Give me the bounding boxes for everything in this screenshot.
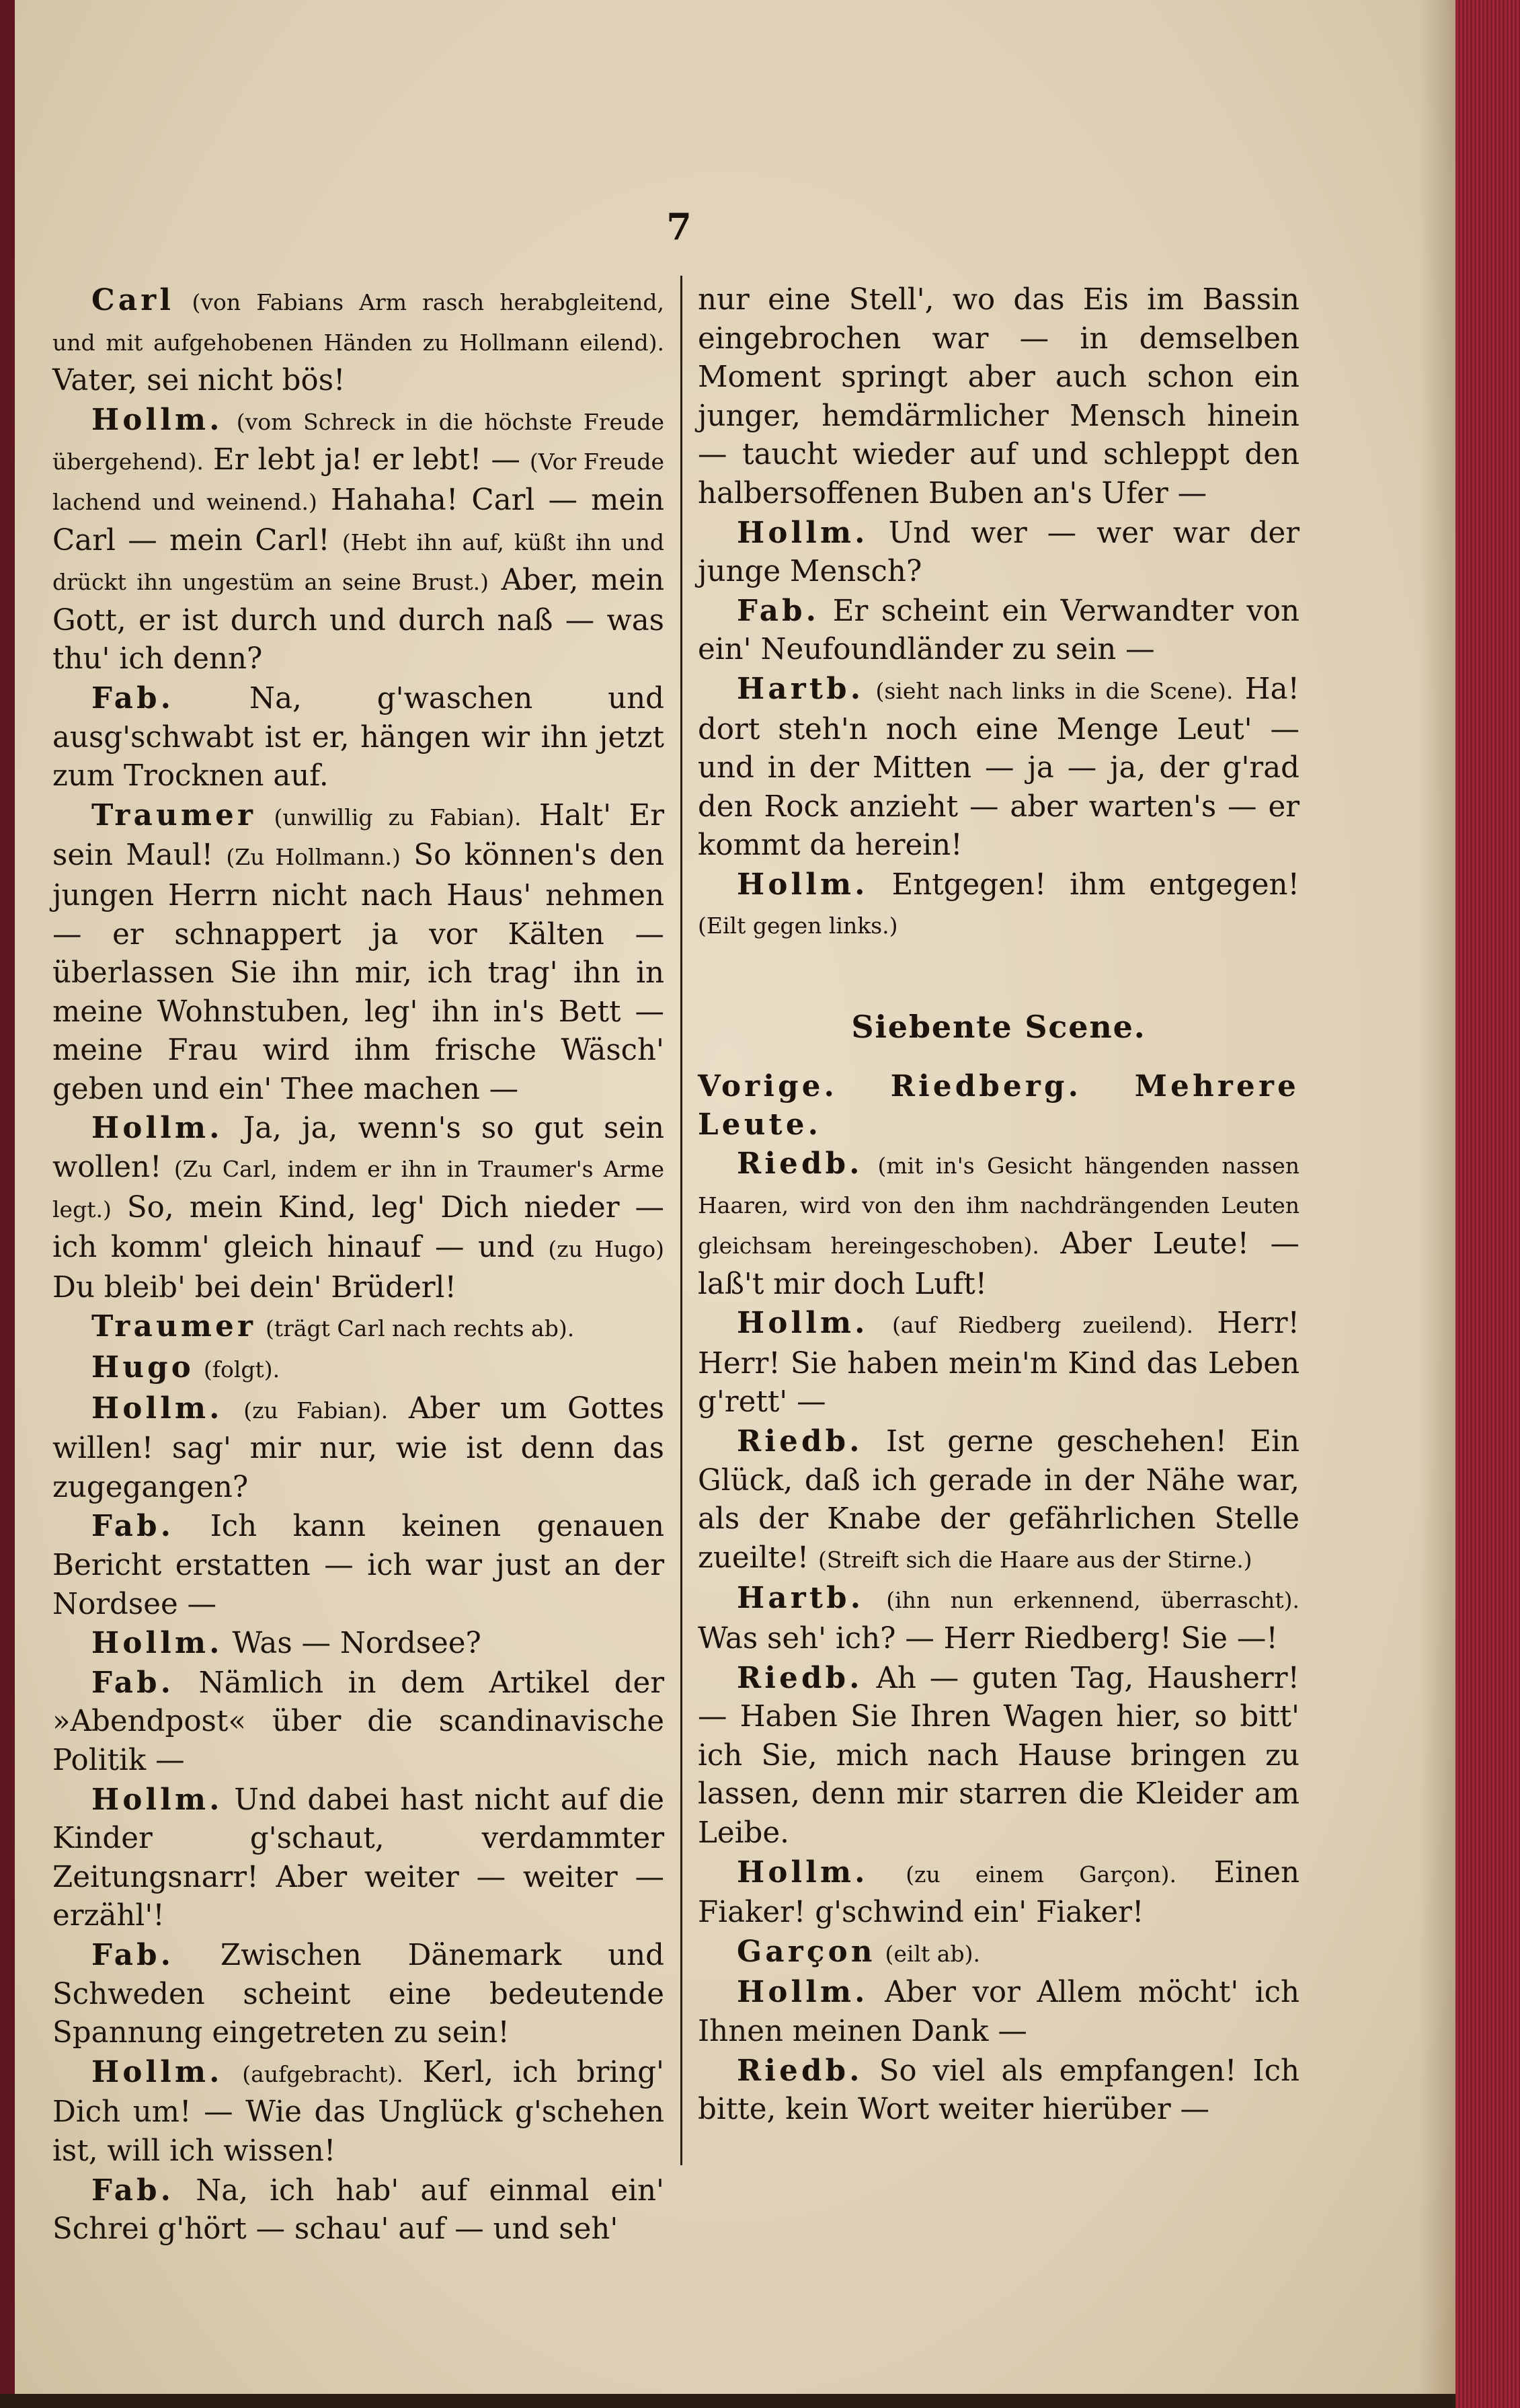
- speaker-name: Hugo: [91, 1350, 195, 1385]
- speaker-name: Traumer: [91, 798, 257, 832]
- speech-paragraph: [52, 1348, 664, 1389]
- spoken-text: Und dabei hast nicht auf die Kinder g'schaut, verdammter Zeitungsnarr! Aber weiter — weiter — erzähl'!: [52, 1783, 664, 1933]
- speaker-name: Hollm.: [737, 1306, 869, 1341]
- speech-paragraph: [52, 796, 664, 1110]
- speech-paragraph: [52, 1664, 664, 1781]
- left-page-edge: [0, 0, 15, 2394]
- speech-paragraph: [52, 1936, 664, 2053]
- speaker-name: Riedb.: [737, 1660, 863, 1695]
- speaker-name: Fab.: [91, 2173, 175, 2208]
- page-number: 7: [666, 205, 692, 248]
- continued-speech: [698, 281, 1299, 514]
- speech-paragraph: [698, 592, 1299, 670]
- speech-paragraph: [698, 670, 1299, 865]
- speech-paragraph: [698, 1973, 1299, 2051]
- spoken-text: Zwischen Dänemark und Schweden scheint eine bedeutende Spannung eingetreten zu sein!: [52, 1938, 664, 2050]
- speech-paragraph: [52, 2053, 664, 2171]
- spoken-text: Entgegen! ihm entgegen!: [891, 867, 1300, 902]
- speech-paragraph: [698, 1422, 1299, 1579]
- speaker-name: Fab.: [91, 1665, 175, 1700]
- spoken-text: Aber Leute! — laß't mir doch Luft!: [698, 1227, 1299, 1301]
- spoken-text: Herr! Herr! Sie haben mein'm Kind das Leben g'rett' —: [698, 1307, 1300, 1420]
- speaker-name: Hollm.: [737, 1975, 869, 2010]
- spoken-text: Er lebt ja! er lebt! —: [212, 443, 520, 477]
- spoken-text: Aber vor Allem möcht' ich Ihnen meinen Dank —: [698, 1976, 1300, 2048]
- speaker-name: Hollm.: [737, 1855, 869, 1890]
- stage-direction: (Eilt gegen links.): [698, 912, 898, 939]
- speaker-name: Hollm.: [91, 1391, 223, 1426]
- right-column: [698, 281, 1299, 2130]
- spoken-text: Er scheint ein Verwandter von ein' Neufoundländer zu sein —: [698, 594, 1300, 667]
- spoken-text: Na, ich hab' auf einmal ein' Schrei g'hört — schau' auf — und seh': [52, 2173, 665, 2247]
- stage-direction: (trägt Carl nach rechts ab).: [265, 1315, 575, 1342]
- speech-paragraph: [52, 679, 664, 796]
- speaker-name: Traumer: [91, 1309, 257, 1344]
- book-edge-right: [1455, 0, 1520, 2408]
- left-column: [52, 281, 664, 2249]
- spoken-text: nur eine Stell', wo das Eis im Bassin eingebrochen war — in demselben Moment springt aber auch schon ein junger, hemdärmlicher Mensch hinein — taucht wieder auf und schleppt den halbersoffenen Buben an's Ufer —: [698, 283, 1299, 510]
- speaker-name: Hollm.: [91, 1782, 223, 1817]
- speaker-name: Hollm.: [737, 515, 869, 550]
- spoken-text: Ah — guten Tag, Hausherr! — Haben Sie Ihren Wagen hier, so bitt' ich Sie, mich nach Hause bringen zu lassen, denn mir starren die Kleider am Leibe.: [698, 1661, 1300, 1850]
- stage-direction: (aufgebracht).: [242, 2060, 403, 2087]
- speaker-name: Riedb.: [737, 2053, 863, 2088]
- stage-direction: (zu einem Garçon).: [906, 1861, 1177, 1888]
- speaker-name: Hollm.: [91, 2054, 223, 2089]
- stage-direction: (folgt).: [203, 1356, 280, 1383]
- stage-direction: (Hebt ihn auf, küßt ihn und drückt ihn ungestüm an seine Brust.): [52, 529, 665, 596]
- speaker-name: Riedb.: [737, 1424, 863, 1459]
- page-gutter-shadow: [1418, 0, 1455, 2394]
- spoken-text: Aber um Gottes willen! sag' mir nur, wie ist denn das zugegangen?: [52, 1391, 665, 1504]
- speech-paragraph: [52, 1389, 664, 1508]
- speaker-name: Carl: [91, 283, 175, 317]
- stage-direction: (mit in's Gesicht hängenden nassen Haaren, wird von den ihm nachdrängenden Leuten gleichsam hereingeschoben).: [698, 1152, 1299, 1259]
- stage-direction: (zu Hugo): [548, 1236, 664, 1263]
- stage-direction: (Vor Freude lachend und weinend.): [52, 449, 665, 515]
- scene-heading: Siebente Scene.: [851, 1009, 1146, 1046]
- speaker-name: Fab.: [91, 681, 175, 715]
- right-column-top: [698, 281, 1299, 945]
- spoken-text: Vater, sei nicht bös!: [52, 364, 346, 398]
- stage-direction: (auf Riedberg zueilend).: [891, 1312, 1193, 1339]
- stage-direction: (vom Schreck in die höchste Freude übergehend).: [52, 408, 664, 475]
- spoken-text: Ha! dort steh'n noch eine Menge Leut' — und in der Mitten — ja — ja, der g'rad den Rock anzieht — aber warten's — er kommt da herein!: [698, 672, 1300, 863]
- speech-paragraph: [52, 401, 664, 679]
- speech-paragraph: [52, 1507, 664, 1624]
- speech-paragraph: [698, 1579, 1299, 1658]
- speech-paragraph: [52, 1624, 664, 1664]
- spoken-text: So können's den jungen Herrn nicht nach Haus' nehmen — er schnappert ja vor Kälten — überlassen Sie ihn mir, ich trag' ihn in meine Wohnstuben, leg' ihn in's Bett — meine Frau wird ihm frische Wäsch' geben und ein' Thee machen —: [52, 839, 665, 1106]
- spoken-text: Was seh' ich? — Herr Riedberg! Sie —!: [698, 1622, 1278, 1656]
- stage-direction: (unwillig zu Fabian).: [274, 804, 522, 830]
- stage-direction: (von Fabians Arm rasch herabgleitend, und mit aufgehobenen Händen zu Hollmann eilend).: [52, 289, 665, 356]
- stage-direction: (sieht nach links in die Scene).: [875, 677, 1234, 704]
- speaker-name: Fab.: [91, 1509, 175, 1544]
- spoken-text: Du bleib' bei dein' Brüderl!: [52, 1270, 456, 1305]
- speech-paragraph: [698, 1304, 1299, 1422]
- speaker-name: Hartb.: [737, 1581, 865, 1616]
- speech-paragraph: [698, 1144, 1299, 1304]
- speaker-name: Fab.: [91, 1937, 175, 1972]
- spoken-text: Und wer — wer war der junge Mensch?: [698, 516, 1299, 589]
- spoken-text: Na, g'waschen und ausg'schwabt ist er, hängen wir ihn jetzt zum Trocknen auf.: [52, 681, 664, 793]
- spoken-text: Nämlich in dem Artikel der »Abendpost« über die scandinavische Politik —: [52, 1666, 664, 1777]
- speech-paragraph: [698, 1659, 1299, 1853]
- speaker-name: Fab.: [737, 593, 820, 628]
- spoken-text: Ich kann keinen genauen Bericht erstatten — ich war just an der Nordsee —: [52, 1510, 664, 1621]
- stage-direction: (zu Fabian).: [243, 1397, 389, 1424]
- right-column-bottom: [698, 1144, 1299, 2130]
- spoken-text: Kerl, ich bring' Dich um! — Wie das Unglück g'schehen ist, will ich wissen!: [52, 2055, 665, 2168]
- speaker-name: Hollm.: [737, 867, 869, 902]
- stage-direction: (Zu Hollmann.): [226, 844, 401, 871]
- stage-direction: (Streift sich die Haare aus der Stirne.): [818, 1546, 1252, 1573]
- spoken-text: Ist gerne geschehen! Ein Glück, daß ich gerade in der Nähe war, als der Knabe der gefährlichen Stelle zueilte!: [698, 1425, 1299, 1575]
- speaker-name: Garçon: [737, 1934, 876, 1969]
- stage-direction: (eilt ab).: [885, 1940, 980, 1967]
- spoken-text: Hahaha! Carl — mein Carl — mein Carl!: [52, 483, 664, 557]
- speech-paragraph: [52, 1109, 664, 1307]
- speaker-name: Hollm.: [91, 1111, 223, 1146]
- speaker-name: Hollm.: [91, 1626, 223, 1661]
- spoken-text: So, mein Kind, leg' Dich nieder — ich komm' gleich hinauf — und: [52, 1190, 665, 1265]
- speech-paragraph: [698, 1853, 1299, 1933]
- spoken-text: Was — Nordsee?: [232, 1627, 481, 1661]
- spoken-text: Halt' Er sein Maul!: [52, 798, 664, 873]
- speech-paragraph: [698, 514, 1299, 592]
- speech-paragraph: [52, 1307, 664, 1348]
- speech-paragraph: [52, 2171, 664, 2249]
- speech-paragraph: [698, 865, 1299, 945]
- speech-paragraph: [52, 1781, 664, 1936]
- speaker-name: Hartb.: [737, 671, 865, 706]
- spoken-text: Ja, ja, wenn's so gut sein wollen!: [52, 1112, 664, 1185]
- column-divider: [680, 276, 682, 2165]
- speech-paragraph: [698, 2052, 1299, 2130]
- stage-direction: (Zu Carl, indem er ihn in Traumer's Arme legt.): [52, 1156, 665, 1222]
- stage-direction: (ihn nun erkennend, überrascht).: [886, 1587, 1300, 1614]
- spoken-text: Einen Fiaker! g'schwind ein' Fiaker!: [698, 1855, 1299, 1930]
- speaker-name: Hollm.: [91, 402, 223, 437]
- spoken-text: So viel als empfangen! Ich bitte, kein Wort weiter hierüber —: [698, 2054, 1299, 2127]
- cast-line: Vorige. Riedberg. Mehrere Leute.: [698, 1069, 1299, 1142]
- speaker-name: Riedb.: [737, 1146, 863, 1181]
- speech-paragraph: [52, 281, 664, 401]
- spoken-text: Aber, mein Gott, er ist durch und durch naß — was thu' ich denn?: [52, 564, 665, 676]
- speech-paragraph: [698, 1933, 1299, 1974]
